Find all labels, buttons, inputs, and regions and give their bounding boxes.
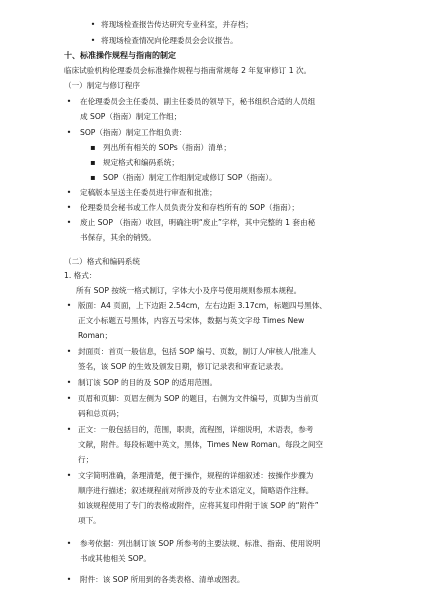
bullet-icon: • — [66, 188, 72, 197]
list-item-continued: 行； — [78, 455, 94, 464]
list-item: 列出所有相关的 SOPs（指南）清单； — [103, 143, 231, 152]
list-item: 制订该 SOP 的目的及 SOP 的适用范围。 — [78, 378, 218, 387]
list-item-continued: 正文小标题五号黑体，内容五号宋体，数据与英文字母 Times New — [78, 316, 305, 325]
bullet-icon: • — [66, 539, 72, 548]
bullet-icon: • — [66, 575, 72, 584]
list-item: 文字简明准确，条理清楚，便于操作，规程的详细叙述：按操作步骤为 — [78, 471, 314, 480]
paragraph: 临床试验机构伦理委员会标准操作规程与指南常规每 2 年复审修订 1 次。 — [64, 66, 312, 75]
list-item: 定稿版本呈送主任委员进行审查和批准； — [80, 188, 217, 197]
list-item: 页眉和页脚：页眉左侧为 SOP 的题目，右侧为文件编号，页脚为当前页 — [78, 394, 319, 403]
subsection-title: （一）制定与修订程序 — [64, 81, 140, 90]
square-bullet-icon: ▪ — [90, 158, 96, 167]
bullet-icon: • — [90, 20, 96, 29]
paragraph: 所有 SOP 按统一格式制订，字体大小及序号使用规则参照本规程。 — [76, 286, 302, 295]
square-bullet-icon: ▪ — [90, 143, 96, 152]
list-item: 将现场检查报告传达研究专业科室，并存档； — [101, 20, 253, 29]
list-item: 附件：该 SOP 所用到的各类表格、清单或图表。 — [80, 575, 245, 584]
bullet-icon: • — [66, 471, 72, 480]
list-item: 参考依据：列出制订该 SOP 所参考的主要法规、标准、指南、使用说明 — [80, 539, 321, 548]
bullet-icon: • — [66, 218, 72, 227]
list-item: 版面：A4 页面，上下边距 2.54cm，左右边距 3.17cm，标题四号黑体、 — [78, 301, 327, 310]
bullet-icon: • — [66, 97, 72, 106]
list-item-continued: 如该规程使用了专门的表格或附件，应将其复印件附于该 SOP 的“附件” — [78, 501, 319, 510]
list-item-continued: 项下。 — [78, 516, 101, 525]
bullet-icon: • — [66, 378, 72, 387]
list-item: SOP（指南）制定工作组制定或修订 SOP（指南）。 — [103, 173, 277, 182]
bullet-icon: • — [66, 347, 72, 356]
bullet-icon: • — [90, 36, 96, 45]
numbered-heading: 1. 格式： — [64, 271, 97, 280]
list-item-continued: 文献，附件。每段标题中英文，黑体，Times New Roman。每段之间空 — [78, 440, 324, 449]
list-item-continued: 顺序进行描述；叙述规程前对所涉及的专业术语定义，简略语作注释。 — [78, 486, 314, 495]
square-bullet-icon: ▪ — [90, 173, 96, 182]
section-heading: 十、标准操作规程与指南的制定 — [64, 51, 176, 60]
list-item-continued: 书保存，其余的销毁。 — [80, 233, 156, 242]
list-item: 伦理委员会秘书或工作人员负责分发和存档所有的 SOP（指南）； — [80, 203, 300, 212]
list-item: SOP（指南）制定工作组负责： — [80, 128, 187, 137]
list-item-continued: 成 SOP（指南）制定工作组； — [80, 112, 182, 121]
bullet-icon: • — [66, 394, 72, 403]
list-item: 废止 SOP （指南）收回，明确注明“废止”字样，其中完整的 1 套由秘 — [80, 218, 316, 227]
list-item-continued: 签名，该 SOP 的生效及颁发日期，修订记录表和审查记录表。 — [78, 362, 289, 371]
bullet-icon: • — [66, 301, 72, 310]
bullet-icon: • — [66, 203, 72, 212]
list-item: 正文：一般包括目的，范围，职责，流程图，详细说明，术语表，参考 — [78, 425, 314, 434]
bullet-icon: • — [66, 128, 72, 137]
list-item-continued: Roman； — [78, 331, 113, 340]
list-item-continued: 码和总页码； — [78, 409, 124, 418]
list-item: 在伦理委员会主任委员、副主任委员的领导下，秘书组织合适的人员组 — [80, 97, 316, 106]
list-item: 封面页：首页一般信息，包括 SOP 编号、页数，制订人/审核人/批准人 — [78, 347, 316, 356]
subsection-title: （二）格式和编码系统 — [64, 257, 140, 266]
list-item: 将现场检查情况向伦理委员会会议报告。 — [101, 36, 238, 45]
bullet-icon: • — [66, 425, 72, 434]
list-item: 规定格式和编码系统； — [103, 158, 179, 167]
list-item-continued: 书或其他相关 SOP。 — [80, 554, 151, 563]
